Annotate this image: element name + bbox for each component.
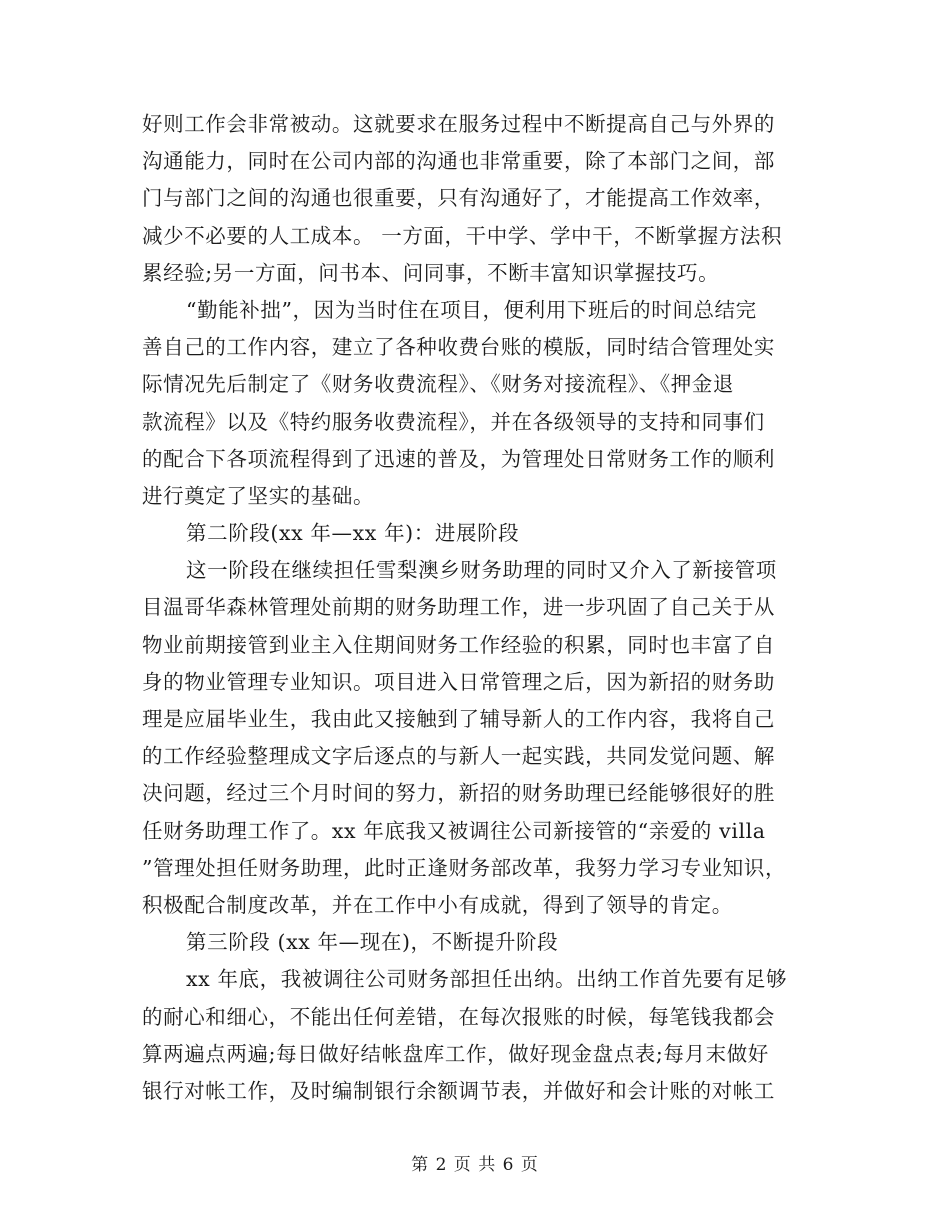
text-line: 的耐心和细心，不能出任何差错，在每次报账的时候，每笔钱我都会	[142, 1004, 775, 1029]
text-line: 决问题，经过三个月时间的努力，新招的财务助理已经能够很好的胜	[142, 781, 775, 806]
text-line: 任财务助理工作了。xx 年底我又被调往公司新接管的“亲爱的 villa	[142, 818, 766, 843]
text-line: ”管理处担任财务助理，此时正逢财务部改革，我努力学习专业知识，	[142, 855, 787, 880]
text-line: 沟通能力，同时在公司内部的沟通也非常重要，除了本部门之间，部	[142, 149, 775, 174]
text-line: 门与部门之间的沟通也很重要，只有沟通好了，才能提高工作效率，	[142, 186, 775, 211]
text-line: 算两遍点两遍;每日做好结帐盘库工作，做好现金盘点表;每月末做好	[142, 1041, 769, 1066]
text-line: 累经验;另一方面，问书本、问同事，不断丰富知识掌握技巧。	[142, 260, 720, 285]
text-line: 这一阶段在继续担任雪梨澳乡财务助理的同时又介入了新接管项	[186, 558, 777, 583]
text-line: 的工作经验整理成文字后逐点的与新人一起实践，共同发觉问题、解	[142, 744, 775, 769]
text-line: 进行奠定了坚实的基础。	[142, 483, 375, 508]
text-line: 银行对帐工作，及时编制银行余额调节表，并做好和会计账的对帐工	[142, 1078, 775, 1103]
text-line: 目温哥华森林管理处前期的财务助理工作，进一步巩固了自己关于从	[142, 595, 775, 620]
text-line: 减少不必要的人工成本。 一方面，干中学、学中干，不断掌握方法积	[142, 223, 783, 248]
body-text	[142, 106, 812, 1110]
text-line: 第三阶段 (xx 年—现在)，不断提升阶段	[186, 930, 559, 955]
text-line: 际情况先后制定了《财务收费流程》、《财务对接流程》、《押金退	[142, 372, 734, 397]
text-line: 款流程》以及《特约服务收费流程》，并在各级领导的支持和同事们	[142, 409, 765, 434]
text-line: 善自己的工作内容，建立了各种收费台账的模版，同时结合管理处实	[142, 335, 775, 360]
text-line: 积极配合制度改革，并在工作中小有成就，得到了领导的肯定。	[142, 892, 733, 917]
page-footer: 第 2 页 共 6 页	[411, 1155, 539, 1175]
text-line: 理是应届毕业生，我由此又接触到了辅导新人的工作内容，我将自己	[142, 707, 775, 731]
text-line: 的配合下各项流程得到了迅速的普及，为管理处日常财务工作的顺利	[142, 446, 775, 471]
text-line: 第二阶段(xx 年—xx 年)：进展阶段	[186, 521, 520, 546]
text-line: 身的物业管理专业知识。项目进入日常管理之后，因为新招的财务助	[142, 669, 775, 694]
text-line: “勤能补拙”，因为当时住在项目，便利用下班后的时间总结完	[186, 297, 757, 322]
text-line: 好则工作会非常被动。这就要求在服务过程中不断提高自己与外界的	[142, 112, 775, 136]
text-line: xx 年底，我被调往公司财务部担任出纳。出纳工作首先要有足够	[186, 967, 788, 992]
text-line: 物业前期接管到业主入住期间财务工作经验的积累，同时也丰富了自	[142, 632, 775, 657]
